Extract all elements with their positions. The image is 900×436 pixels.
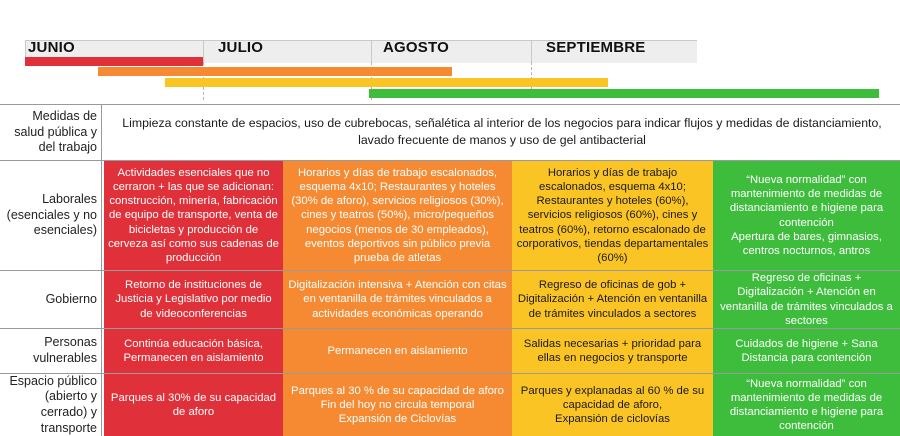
cell-gobierno-red: Retorno de instituciones de Justicia y Legislativo por medio de videoconferencias	[104, 271, 283, 328]
row-label-gobierno: Gobierno	[45, 291, 97, 306]
medidas-text: Limpieza constante de espacios, uso de cubrebocas, señalética al interior de los negocios para indicar flujos y medidas de distanciamiento, lavado frecuente de manos y uso de gel antibacterial	[122, 115, 882, 147]
cell-espacio-green: “Nueva normalidad” con mantenimiento de medidas de distanciamiento e higiene para contención	[713, 374, 900, 436]
cell-vulnerables-orange: Permanecen en aislamiento	[283, 329, 512, 373]
phase-bar-red	[25, 57, 203, 66]
cell-laborales-orange: Horarios y días de trabajo escalonados, esquema 4x10; Restaurantes y hoteles (30% de aforo), servicios religiosos (30%), cines y teatros (50%), micro/pequeños negocios (menos de 30 empleados), eventos deportivos sin público previa prueba de atletas	[283, 161, 512, 270]
cell-laborales-green: “Nueva normalidad” con mantenimiento de medidas de distanciamiento e higiene para contención Apertura de bares, gimnasios, centros nocturnos, antros	[713, 161, 900, 270]
label-column-divider	[101, 104, 102, 436]
row-label-personas-vulnerables: Personas vulnerables	[33, 335, 97, 365]
phase-bar-green	[369, 89, 879, 98]
cell-gobierno-green: Regreso de oficinas + Digitalización + Atención en ventanilla de trámites vinculados a sectores	[713, 271, 900, 328]
cell-gobierno-yellow: Regreso de oficinas de gob + Digitalización + Atención en ventanilla de trámites vinculados a sectores	[512, 271, 713, 328]
cell-laborales-yellow: Horarios y días de trabajo escalonados, esquema 4x10; Restaurantes y hoteles (60%), servicios religiosos (60%), cines y teatros (60%), retorno escalonado de corporativos, tiendas departamentales (60%)	[512, 161, 713, 270]
cell-laborales-red: Actividades esenciales que no cerraron + las que se adicionan: construcción, minería, fabricación de equipo de transporte, venta de bicicletas y producción de cerveza así como sus cadenas de producción	[104, 161, 283, 270]
cell-espacio-orange: Parques al 30 % de su capacidad de aforo Fin del hoy no circula temporal Expansión de Ciclovías	[283, 374, 512, 436]
phase-bar-orange	[98, 67, 452, 76]
month-label-junio: JUNIO	[28, 39, 75, 56]
row-label-espacio-publico: Espacio público (abierto y cerrado) y transporte	[9, 373, 97, 435]
row-label-laborales: Laborales (esenciales y no esenciales)	[6, 192, 97, 238]
cell-gobierno-orange: Digitalización intensiva + Atención con citas en ventanilla de trámites vinculados a actividades económicas operando	[283, 271, 512, 328]
cell-espacio-yellow: Parques y explanadas al 60 % de su capacidad de aforo, Expansión de ciclovías	[512, 374, 713, 436]
cell-espacio-red: Parques al 30% de su capacidad de aforo	[104, 374, 283, 436]
row-label-medidas: Medidas de salud pública y del trabajo	[14, 109, 97, 155]
month-label-septiembre: SEPTIEMBRE	[546, 39, 646, 56]
cell-vulnerables-red: Continúa educación básica, Permanecen en aislamiento	[104, 329, 283, 373]
cell-vulnerables-yellow: Salidas necesarias + prioridad para ellas en negocios y transporte	[512, 329, 713, 373]
cell-vulnerables-green: Cuidados de higiene + Sana Distancia para contención	[713, 329, 900, 373]
phase-bar-yellow	[165, 78, 608, 87]
month-label-julio: JULIO	[218, 39, 264, 56]
month-label-agosto: AGOSTO	[383, 39, 449, 56]
